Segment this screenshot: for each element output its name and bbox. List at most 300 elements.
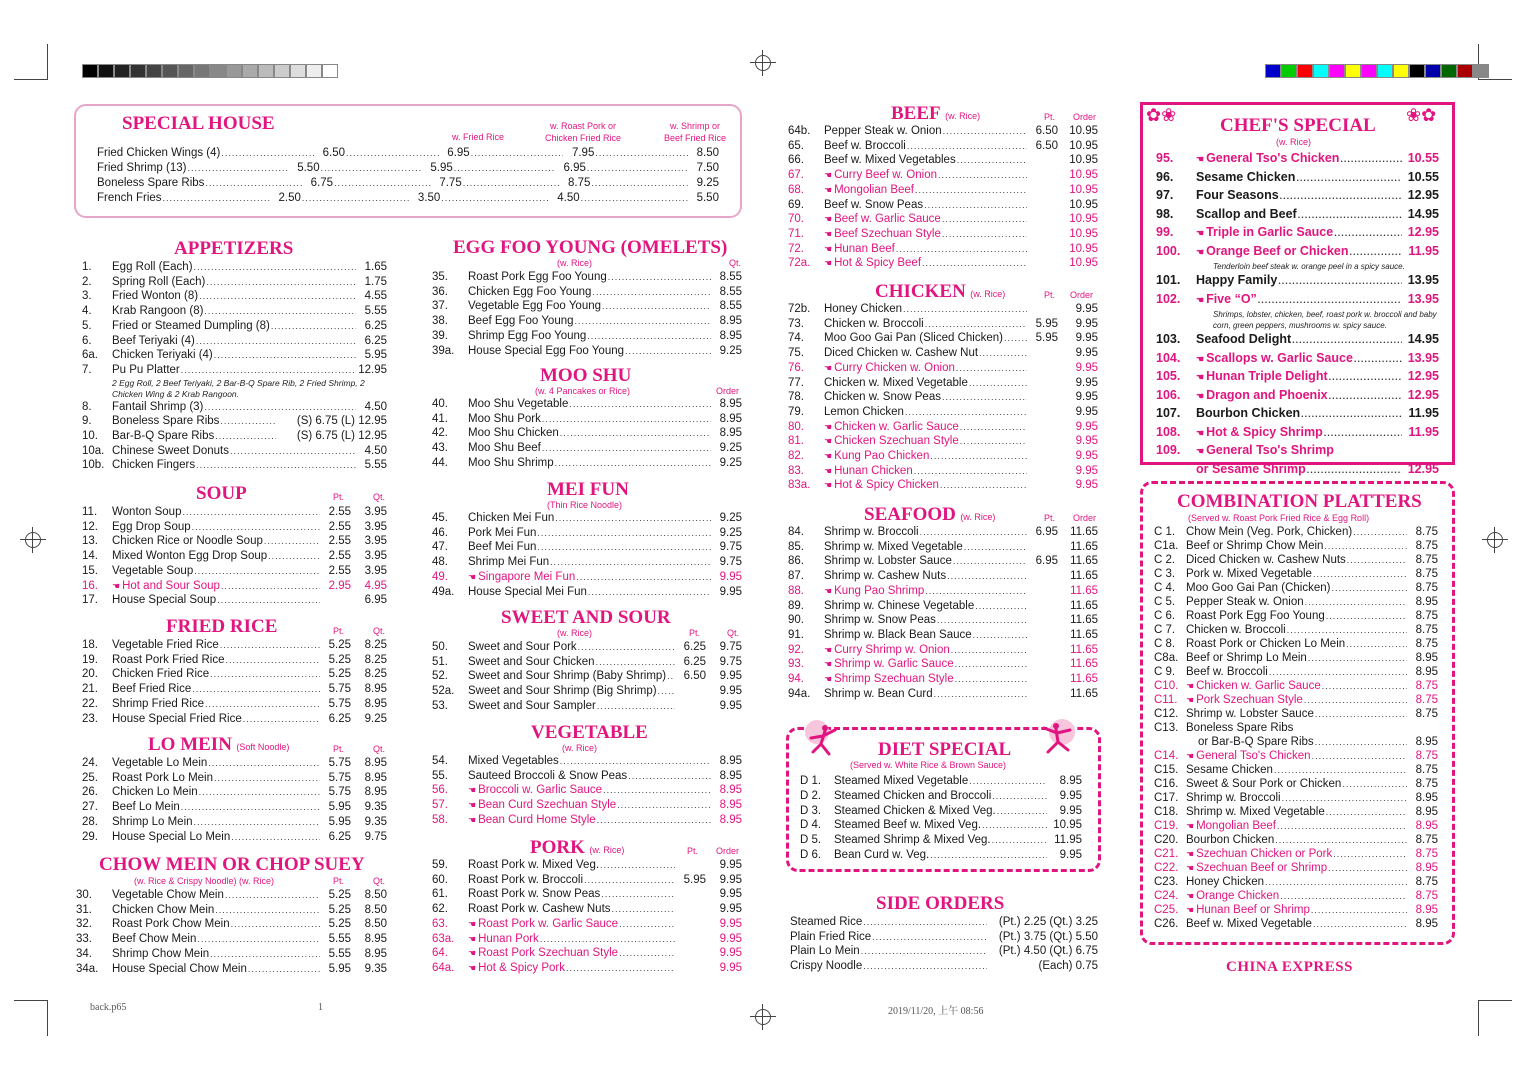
hot-pepper-icon: ☚ xyxy=(824,465,833,476)
menu-item xyxy=(1154,595,1438,609)
item-name: Pepper Steak w. Onion xyxy=(1186,596,1304,608)
item-price: 5.95 xyxy=(328,962,351,975)
dot-leader xyxy=(1353,525,1407,539)
menu-item xyxy=(1154,805,1438,819)
item-number: C 8. xyxy=(1154,638,1176,650)
item-price: 6.50 xyxy=(1035,125,1058,137)
dot-leader xyxy=(1292,332,1402,350)
chow-mein-list xyxy=(76,888,387,976)
hot-pepper-icon: ☚ xyxy=(824,480,833,491)
item-price: 9.95 xyxy=(719,873,742,886)
item-number: 105. xyxy=(1156,369,1181,383)
gray-swatch xyxy=(114,64,130,78)
dot-leader xyxy=(903,302,1027,317)
item-number: 71. xyxy=(788,227,804,240)
side-orders-list xyxy=(790,915,1098,974)
qt-header: Qt. xyxy=(373,492,386,502)
menu-item xyxy=(788,242,1098,257)
item-price: 5.55 xyxy=(328,947,351,960)
item-price: (S) 6.75 (L) 12.95 xyxy=(296,415,387,428)
menu-item xyxy=(1154,581,1438,595)
menu-item xyxy=(82,363,387,378)
menu-item xyxy=(790,944,1098,959)
dot-leader xyxy=(1298,207,1402,225)
item-name: Hot & Spicy Pork xyxy=(478,961,565,974)
dot-leader xyxy=(181,800,320,815)
item-price: 11.65 xyxy=(1070,614,1098,627)
item-price: 9.95 xyxy=(1075,361,1098,374)
dot-leader xyxy=(192,682,320,697)
menu-item xyxy=(76,917,387,932)
menu-item xyxy=(432,585,742,600)
item-name: Beef Lo Mein xyxy=(112,801,180,814)
item-number: 93. xyxy=(788,658,804,671)
item-number: 27. xyxy=(82,801,98,814)
hot-pepper-icon: ☚ xyxy=(824,451,833,462)
item-number: C8a. xyxy=(1154,652,1179,664)
item-price: 12.95 xyxy=(1407,461,1439,476)
item-name: Fried Chicken Wings (4) xyxy=(97,147,221,159)
menu-item xyxy=(76,903,387,918)
item-name: Shrimp Chow Mein xyxy=(112,947,210,960)
hot-pepper-icon: ☚ xyxy=(1196,154,1205,164)
item-price: 8.95 xyxy=(1415,596,1438,608)
menu-item xyxy=(82,785,387,800)
dot-leader xyxy=(550,555,711,570)
item-price: 8.95 xyxy=(1059,775,1082,787)
item-name: Fantail Shrimp (3) xyxy=(112,400,204,413)
item-number: 72b. xyxy=(788,303,811,315)
item-number: 29. xyxy=(82,830,98,843)
color-swatch xyxy=(1329,64,1345,78)
item-price: 5.95 xyxy=(1035,332,1058,345)
item-price: 13.95 xyxy=(1407,350,1439,365)
hot-pepper-icon: ☚ xyxy=(824,258,833,269)
item-number: 89. xyxy=(788,599,804,612)
item-name: House Special Egg Foo Young xyxy=(468,344,625,357)
item-price: 11.95 xyxy=(1408,243,1439,258)
item-name: Mixed Vegetables xyxy=(468,755,559,767)
dot-leader xyxy=(210,667,320,682)
item-price: 7.95 xyxy=(571,147,595,159)
item-number: 101. xyxy=(1156,273,1181,287)
item-name: Bean Curd w. Veg. xyxy=(834,848,930,861)
brand-name: CHINA EXPRESS xyxy=(1226,959,1353,975)
dot-leader xyxy=(601,887,675,902)
item-number: C15. xyxy=(1154,764,1179,776)
menu-item xyxy=(1154,735,1438,749)
flower-icon: ❀✿ xyxy=(1406,105,1437,125)
menu-item xyxy=(82,444,387,459)
item-price: 8.95 xyxy=(719,813,742,826)
menu-item xyxy=(1154,609,1438,623)
gray-swatch xyxy=(290,64,306,78)
item-price: 3.95 xyxy=(364,506,387,518)
item-name: Chicken Szechuan Style xyxy=(834,435,959,448)
item-price: 9.95 xyxy=(719,917,742,930)
item-number: 66. xyxy=(788,154,804,167)
special-house-title: SPECIAL HOUSE xyxy=(122,113,275,134)
item-number: D 3. xyxy=(800,804,822,817)
item-name: Vegetable Fried Rice xyxy=(112,639,219,651)
item-name: Happy Family xyxy=(1196,273,1278,287)
item-name: House Special Lo Mein xyxy=(112,830,231,843)
color-swatch xyxy=(1265,64,1281,78)
item-price: 9.25 xyxy=(719,442,742,455)
dot-leader xyxy=(537,540,711,555)
hot-pepper-icon: ☚ xyxy=(824,674,833,685)
menu-item xyxy=(82,682,387,697)
menu-item xyxy=(82,348,387,363)
item-name: Steamed Rice xyxy=(790,916,863,928)
menu-item xyxy=(1156,350,1439,369)
item-name: Shrimp w. Chinese Vegetable xyxy=(824,599,975,612)
dot-leader xyxy=(975,599,1027,614)
dot-leader xyxy=(964,540,1027,555)
item-price: 8.75 xyxy=(1415,750,1438,762)
item-number: 32. xyxy=(76,918,92,931)
gray-swatch xyxy=(322,64,338,78)
item-price: 8.75 xyxy=(1415,554,1438,566)
item-name: Curry Chicken w. Onion xyxy=(834,361,955,374)
dot-leader xyxy=(578,640,675,655)
item-number: 2. xyxy=(82,275,92,288)
item-number: 42. xyxy=(432,427,448,440)
item-number: 100. xyxy=(1156,243,1181,258)
hot-pepper-icon: ☚ xyxy=(1186,863,1195,873)
item-price: 8.55 xyxy=(719,285,742,298)
color-swatch xyxy=(1457,64,1473,78)
combination-platters-list xyxy=(1154,525,1438,931)
item-name: Orange Beef or Chicken xyxy=(1206,243,1349,258)
item-number: C26. xyxy=(1154,918,1179,930)
item-name: Shrimp w. Broccoli xyxy=(824,526,919,538)
menu-item xyxy=(432,285,742,300)
dot-leader xyxy=(454,161,555,176)
menu-item xyxy=(82,697,387,712)
dot-leader xyxy=(960,434,1027,449)
item-number: C1a. xyxy=(1154,540,1179,552)
item-price: 9.95 xyxy=(1075,450,1098,463)
item-number: C 4. xyxy=(1154,582,1176,594)
item-price: 8.75 xyxy=(1415,708,1438,720)
item-price: 14.95 xyxy=(1407,332,1439,346)
item-price: 9.95 xyxy=(1059,789,1082,802)
item-number: 53. xyxy=(432,699,448,712)
item-price: (S) 6.75 (L) 12.95 xyxy=(296,430,387,443)
item-price: 10.95 xyxy=(1069,183,1098,196)
item-number: 68. xyxy=(788,183,804,196)
dot-leader xyxy=(603,783,711,798)
item-name: Beef w. Broccoli xyxy=(1186,666,1268,678)
chow-mein-title: CHOW MEIN OR CHOP SUEY xyxy=(99,854,365,875)
appetizers-title: APPETIZERS xyxy=(174,238,294,259)
item-price: 11.65 xyxy=(1070,687,1098,700)
menu-item xyxy=(1156,243,1439,262)
menu-item xyxy=(432,783,742,798)
item-price: 5.25 xyxy=(328,668,351,681)
dot-leader xyxy=(1324,539,1407,553)
menu-item xyxy=(82,304,387,319)
menu-item xyxy=(1154,567,1438,581)
menu-item xyxy=(432,754,742,769)
menu-item xyxy=(82,275,387,290)
color-swatch xyxy=(1441,64,1457,78)
item-price: 9.95 xyxy=(1075,405,1098,418)
dot-leader xyxy=(555,456,711,471)
item-price: 8.75 xyxy=(1415,694,1438,706)
dot-leader xyxy=(922,256,1027,271)
menu-item xyxy=(788,317,1098,332)
item-name: Shrimp w. Cashew Nuts xyxy=(824,570,947,583)
dot-leader xyxy=(194,815,320,830)
dot-leader xyxy=(1342,777,1407,791)
item-name: Beef or Shrimp Chow Mein xyxy=(1186,540,1324,552)
item-name: Steamed Chicken & Mixed Veg. xyxy=(834,804,996,817)
menu-item xyxy=(788,405,1098,420)
sweet-sour-title: SWEET AND SOUR xyxy=(501,607,671,628)
item-name: Curry Beef w. Onion xyxy=(834,169,937,182)
pork-heading: PORK (w. Rice) xyxy=(530,837,625,858)
vegetable-title: VEGETABLE xyxy=(531,722,648,743)
dot-leader xyxy=(587,161,688,176)
item-name: Shrimp w. Bean Curd xyxy=(824,687,933,700)
item-name: Hot & Spicy Chicken xyxy=(834,479,939,492)
item-name: Shrimp Mei Fun xyxy=(468,556,550,569)
item-price: 11.65 xyxy=(1070,584,1098,597)
item-price: 9.75 xyxy=(719,541,742,554)
item-number: 88. xyxy=(788,584,804,597)
chefs-special-list xyxy=(1156,150,1439,479)
item-name: Broccoli w. Garlic Sauce xyxy=(478,784,603,797)
menu-item xyxy=(788,212,1098,227)
footer-file: back.p65 xyxy=(90,1002,127,1013)
hot-pepper-icon: ☚ xyxy=(1186,821,1195,831)
item-price: 11.65 xyxy=(1070,673,1098,686)
moo-shu-sub: (w. 4 Pancakes or Rice) xyxy=(535,386,631,396)
item-number: 48. xyxy=(432,556,448,569)
item-number: C 2. xyxy=(1154,554,1176,566)
menu-item xyxy=(82,520,387,535)
dot-leader xyxy=(938,168,1027,183)
item-number: 57. xyxy=(432,799,448,812)
item-price: 6.25 xyxy=(683,641,706,653)
dot-leader xyxy=(1326,805,1407,819)
item-price: 5.50 xyxy=(297,162,320,174)
item-price: 4.50 xyxy=(364,444,387,457)
item-price: 9.95 xyxy=(1075,303,1098,315)
item-number: 97. xyxy=(1156,188,1174,202)
item-name: House Special Mei Fun xyxy=(468,585,587,598)
dot-leader xyxy=(940,478,1027,493)
menu-item xyxy=(788,464,1098,479)
menu-item xyxy=(432,570,742,585)
item-price: 9.25 xyxy=(719,456,742,469)
item-price: 8.95 xyxy=(719,315,742,328)
combination-platters-title: COMBINATION PLATTERS xyxy=(1177,491,1422,512)
hot-pepper-icon: ☚ xyxy=(1196,353,1205,364)
order-header: Order xyxy=(716,846,740,856)
item-name: Kung Pao Shrimp xyxy=(834,584,925,597)
item-price: 9.95 xyxy=(719,585,742,598)
item-number: 82. xyxy=(788,450,804,463)
item-name: Steamed Chicken and Broccoli xyxy=(834,789,992,802)
item-name: Spring Roll (Each) xyxy=(112,275,206,288)
item-price: 11.95 xyxy=(1054,834,1082,847)
item-number: 69. xyxy=(788,198,804,211)
menu-item xyxy=(788,376,1098,391)
dot-leader xyxy=(905,405,1027,420)
grayscale-bar xyxy=(82,64,338,78)
item-name: Boneless Spare Ribs xyxy=(1186,722,1294,734)
menu-item xyxy=(788,599,1098,614)
item-name: Fried or Steamed Dumpling (8) xyxy=(112,319,270,332)
item-number: 72a. xyxy=(788,257,811,270)
item-price: 7.75 xyxy=(439,177,462,189)
dot-leader xyxy=(206,275,356,290)
menu-item xyxy=(432,314,742,329)
item-number: 98. xyxy=(1156,206,1174,221)
item-price: 9.95 xyxy=(719,903,742,916)
item-name: Vegetable Soup xyxy=(112,564,194,577)
item-price: 5.25 xyxy=(328,653,351,666)
registration-mark-icon xyxy=(20,527,46,553)
menu-item xyxy=(432,511,742,526)
menu-item xyxy=(432,946,742,961)
item-number: 9. xyxy=(82,415,92,428)
color-swatch xyxy=(1297,64,1313,78)
dot-leader xyxy=(1265,875,1407,889)
item-number: 49. xyxy=(432,570,448,583)
item-price: 5.95 xyxy=(683,873,706,886)
menu-item xyxy=(76,962,387,977)
item-name: Diced Chicken w. Cashew Nuts xyxy=(1186,554,1346,566)
dot-leader xyxy=(955,672,1027,687)
dot-leader xyxy=(619,946,675,961)
menu-item xyxy=(432,441,742,456)
item-price: 5.50 xyxy=(696,192,719,204)
item-number: 87. xyxy=(788,570,804,583)
item-number: 79. xyxy=(788,405,804,418)
item-price: 9.95 xyxy=(719,699,742,712)
item-price: 8.75 xyxy=(1415,610,1438,622)
hot-pepper-icon: ☚ xyxy=(824,436,833,447)
item-name: Mongolian Beef xyxy=(834,183,914,196)
item-price: 6.75 xyxy=(310,177,334,189)
item-name: Shrimp Egg Foo Young xyxy=(468,329,587,342)
dot-leader xyxy=(947,569,1027,584)
dot-leader xyxy=(264,534,320,549)
menu-item xyxy=(1154,833,1438,847)
moo-shu-list xyxy=(432,397,742,471)
order-header: Order xyxy=(1073,112,1097,122)
item-number: 50. xyxy=(432,641,448,653)
item-price: 5.75 xyxy=(328,771,351,784)
item-price: 11.65 xyxy=(1070,570,1098,583)
item-number: 54. xyxy=(432,755,448,767)
item-number: 3. xyxy=(82,290,92,303)
item-name: Diced Chicken w. Cashew Nut xyxy=(824,347,979,360)
menu-item xyxy=(788,525,1098,540)
item-price: 10.95 xyxy=(1069,139,1098,152)
menu-item xyxy=(1156,187,1439,206)
item-price: 12.95 xyxy=(1407,225,1439,239)
item-number: 43. xyxy=(432,442,448,455)
menu-item xyxy=(790,959,1098,974)
item-price: 5.95 xyxy=(364,349,387,362)
item-name: Shrimp w. Lobster Sauce xyxy=(824,555,952,568)
menu-item xyxy=(1154,889,1438,903)
item-price: 5.75 xyxy=(328,683,351,696)
menu-item xyxy=(788,569,1098,584)
gray-swatch xyxy=(130,64,146,78)
item-price: 8.95 xyxy=(719,412,742,425)
item-name: Chicken w. Broccoli xyxy=(824,317,924,330)
item-number: 78. xyxy=(788,391,804,404)
item-price: 6.50 xyxy=(1035,139,1058,152)
dot-leader xyxy=(930,449,1027,464)
item-name: House Special Soup xyxy=(112,594,217,607)
item-price: 6.95 xyxy=(1035,526,1058,538)
item-name: Chicken Rice or Noodle Soup xyxy=(112,535,263,548)
item-number: 41. xyxy=(432,412,448,425)
item-name: Pork Mei Fun xyxy=(468,526,537,539)
menu-item xyxy=(788,256,1098,271)
item-price: 6.25 xyxy=(328,712,351,725)
hot-pepper-icon: ☚ xyxy=(824,184,833,195)
item-name: Hunan Beef or Shrimp xyxy=(1196,904,1310,916)
item-name: Sweet & Sour Pork or Chicken xyxy=(1186,778,1342,790)
item-name: Chicken w. Broccoli xyxy=(1186,624,1286,636)
combination-platters-sub: (Served w. Roast Pork Fried Rice & Egg Roll) xyxy=(1188,513,1370,523)
item-name: Beef w. Mixed Vegetables xyxy=(824,154,956,167)
item-number: 96. xyxy=(1156,169,1174,184)
hot-pepper-icon: ☚ xyxy=(468,933,477,944)
item-name: Hot & Spicy Shrimp xyxy=(1206,424,1323,439)
dot-leader xyxy=(181,363,356,378)
item-name: Moo Goo Gai Pan (Sliced Chicken) xyxy=(824,332,1003,345)
menu-item xyxy=(1156,442,1439,461)
item-price: 5.55 xyxy=(364,305,387,318)
menu-item xyxy=(788,420,1098,435)
menu-item xyxy=(790,915,1098,930)
egg-foo-young-sub: (w. Rice) xyxy=(557,258,593,268)
item-price: 8.75 xyxy=(1415,540,1438,552)
mei-fun-sub: (Thin Rice Noodle) xyxy=(547,500,623,510)
hot-pepper-icon: ☚ xyxy=(824,228,833,239)
item-name: Szechuan Chicken or Pork xyxy=(1196,848,1333,860)
dot-leader xyxy=(208,756,320,771)
menu-item xyxy=(432,344,742,359)
item-name: Moo Goo Gai Pan (Chicken) xyxy=(1186,582,1331,594)
item-price: 6.95 xyxy=(1035,555,1058,568)
dot-leader xyxy=(1308,651,1407,665)
item-name: Steamed Mixed Vegetable xyxy=(834,775,969,787)
item-number: C24. xyxy=(1154,890,1179,902)
item-number: 28. xyxy=(82,815,98,828)
dot-leader xyxy=(268,549,320,564)
item-price: 10.95 xyxy=(1053,819,1082,832)
dot-leader xyxy=(969,774,1047,789)
menu-item xyxy=(800,789,1082,804)
menu-item xyxy=(82,260,387,275)
dot-leader xyxy=(863,915,987,930)
item-name: Singapore Mei Fun xyxy=(478,570,576,583)
dot-leader xyxy=(588,585,711,600)
item-price: 2.55 xyxy=(328,564,351,577)
dot-leader xyxy=(1004,331,1027,346)
item-price: 10.95 xyxy=(1069,227,1098,240)
